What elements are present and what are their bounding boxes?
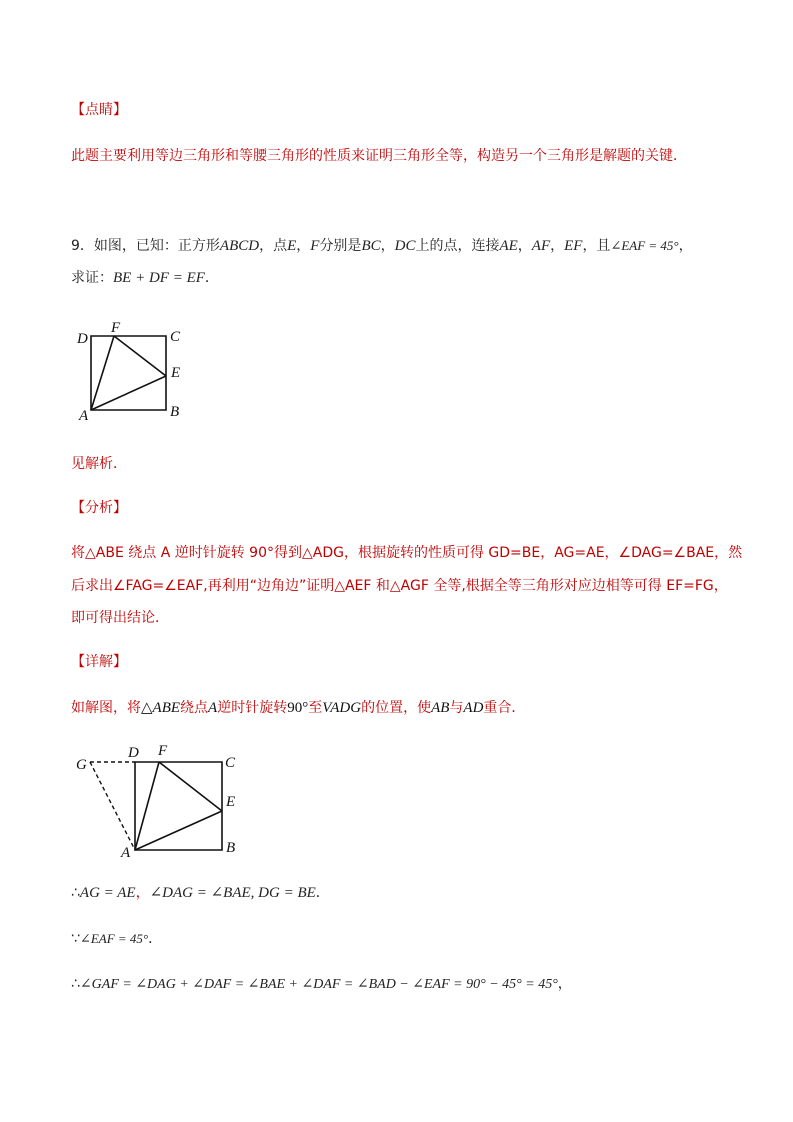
line-ef <box>159 762 222 811</box>
intro-text: 重合． <box>483 700 526 716</box>
point-a: A <box>208 700 218 716</box>
problem-text: 上的点，连接 <box>415 238 500 254</box>
figure-square-abcd <box>74 318 194 426</box>
line-ae <box>135 811 222 850</box>
intro-text: 至 <box>308 700 323 716</box>
step1-formula-a: AG = AE <box>79 885 136 901</box>
step-3 <box>71 974 733 995</box>
fenxi-line-3: 即可得出结论． <box>71 610 169 626</box>
answer-text: 见解析． <box>71 456 127 472</box>
comma: ， <box>517 238 532 254</box>
line-ga-dashed <box>90 762 135 850</box>
fenxi-line-1: 将△ABE 绕点 A 逆时针旋转 90°得到△ADG，根据旋转的性质可得 GD=BE，AG=AE，∠DAG=∠BAE，然 <box>71 545 743 561</box>
period: ． <box>148 931 163 947</box>
line-ae <box>91 376 166 410</box>
problem-line-2 <box>71 268 733 288</box>
segment-af: AF <box>531 238 551 254</box>
segment-ab: AB <box>431 700 450 716</box>
segment-bc: BC <box>361 238 381 254</box>
step-1 <box>71 883 733 903</box>
intro-text: 逆时针旋转 <box>217 700 288 716</box>
dianjing-text: 此题主要利用等边三角形和等腰三角形的性质来证明三角形全等，构造另一个三角形是解题的关键． <box>71 148 687 164</box>
intro-text: 的位置，使 <box>361 700 432 716</box>
step1-formula-b: ∠DAG = ∠BAE, DG = BE <box>149 885 316 901</box>
therefore-symbol: ∴ <box>71 976 80 992</box>
period: ． <box>315 885 330 901</box>
comma: ， <box>135 885 150 901</box>
problem-text: ，点 <box>259 238 288 254</box>
period: ． <box>204 270 219 286</box>
intro-text: 如解图，将 <box>71 700 141 716</box>
xiangjie-intro <box>71 698 733 718</box>
comma: ， <box>296 238 311 254</box>
segment-ad: AD <box>463 700 484 716</box>
intro-text: 与 <box>449 700 464 716</box>
problem-text: ，且 <box>582 238 611 254</box>
label-g: G <box>76 757 87 773</box>
comma: ， <box>380 238 395 254</box>
label-a: A <box>121 845 131 860</box>
dianjing-heading: 【点睛】 <box>71 102 127 118</box>
label-f: F <box>111 320 121 336</box>
therefore-symbol: ∴ <box>71 885 80 901</box>
fenxi-line-2: 后求出∠FAG=∠EAF,再利用“边角边”证明△AEF 和△AGF 全等,根据全等三角形对应边相等可得 EF=FG， <box>71 578 728 594</box>
because-symbol: ∵ <box>71 931 80 947</box>
triangle-adg: VADG <box>322 700 362 716</box>
line-ef <box>114 336 166 376</box>
triangle-abe: △ABE <box>141 700 181 716</box>
angle-condition: ∠EAF = 45° <box>610 238 679 253</box>
step3-formula: ∠GAF = ∠DAG + ∠DAF = ∠BAE + ∠DAF = ∠BAD − ∠EAF = 90° − 45° = 45° <box>79 977 558 992</box>
problem-text: 分别是 <box>319 238 362 254</box>
label-e: E <box>171 365 181 381</box>
segment-dc: DC <box>394 238 416 254</box>
line-af <box>135 762 159 850</box>
comma: ， <box>678 238 693 254</box>
figure-rotation <box>72 740 252 860</box>
fenxi-heading: 【分析】 <box>71 500 127 516</box>
label-f: F <box>158 743 168 759</box>
square-outline <box>135 762 222 850</box>
point-f: F <box>310 238 320 254</box>
prove-formula: BE + DF = EF <box>113 270 205 286</box>
degree-90: 90° <box>287 700 309 716</box>
prove-label: 求证： <box>71 270 113 286</box>
label-c: C <box>225 755 236 771</box>
square-name: ABCD <box>219 238 260 254</box>
comma: ， <box>550 238 565 254</box>
point-e: E <box>287 238 297 254</box>
label-e: E <box>226 794 236 810</box>
problem-line-1 <box>71 236 733 256</box>
label-d: D <box>77 331 88 347</box>
step2-formula: ∠EAF = 45° <box>79 931 149 946</box>
problem-text: 9．如图，已知：正方形 <box>71 238 220 254</box>
label-b: B <box>226 840 236 856</box>
comma: ， <box>557 976 572 992</box>
label-a: A <box>79 408 89 424</box>
segment-ae: AE <box>499 238 518 254</box>
label-c: C <box>170 329 181 345</box>
line-af <box>91 336 114 410</box>
label-b: B <box>170 404 180 420</box>
intro-text: 绕点 <box>180 700 209 716</box>
segment-ef: EF <box>564 238 583 254</box>
label-d: D <box>128 745 139 761</box>
xiangjie-heading: 【详解】 <box>71 654 127 670</box>
step-2 <box>71 929 733 949</box>
